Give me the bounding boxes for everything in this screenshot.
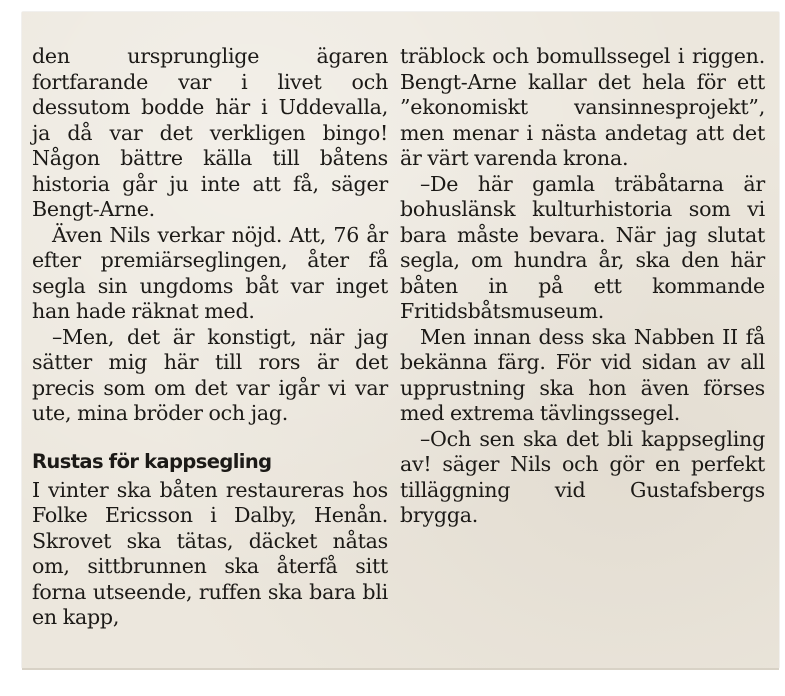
paragraph: träblock och bomullssegel i riggen. Bengt-Arne kallar det hela för ett ”ekonomiskt vansinnesprojekt”, men menar i nästa andetag att det är värt varenda krona.	[400, 44, 765, 170]
paragraph: den ursprunglige ägaren fortfarande var i livet och dessutom bodde här i Uddevalla, ja då var det verkligen bingo! Någon bättre källa till båtens historia går ju inte att få, säger Bengt-Arne.	[32, 44, 388, 221]
paragraph: Även Nils verkar nöjd. Att, 76 år efter premiärseglingen, åter få segla sin ungdoms båt var inget han hade räknat med.	[32, 222, 388, 323]
paragraph: –De här gamla träbåtarna är bohuslänsk kulturhistoria som vi bara måste bevara. När jag slutat segla, om hundra år, ska den här båten in på ett kommande Fritidsbåtsmuseum.	[400, 171, 765, 323]
subheading: Rustas för kappsegling	[32, 449, 272, 473]
paragraph: –Och sen ska det bli kappsegling av! säger Nils och gör en perfekt tilläggning vid Gustafsbergs brygga.	[400, 426, 765, 527]
paragraph: I vinter ska båten restaureras hos Folke Ericsson i Dalby, Henån. Skrovet ska tätas, däcket nåtas om, sittbrunnen ska återfå sitt forna utseende, ruffen ska bara bli en kapp,	[32, 477, 388, 629]
paragraph: –Men, det är konstigt, när jag sätter mig här till rors är det precis som om det var igår vi var ute, mina bröder och jag.	[32, 324, 388, 425]
left-column	[32, 44, 388, 631]
newspaper-clipping	[22, 12, 779, 668]
paragraph: Men innan dess ska Nabben II få bekänna färg. För vid sidan av all upprustning ska hon även förses med extrema tävlingssegel.	[400, 324, 765, 425]
clipping-edge	[22, 668, 779, 670]
right-column	[400, 44, 765, 529]
